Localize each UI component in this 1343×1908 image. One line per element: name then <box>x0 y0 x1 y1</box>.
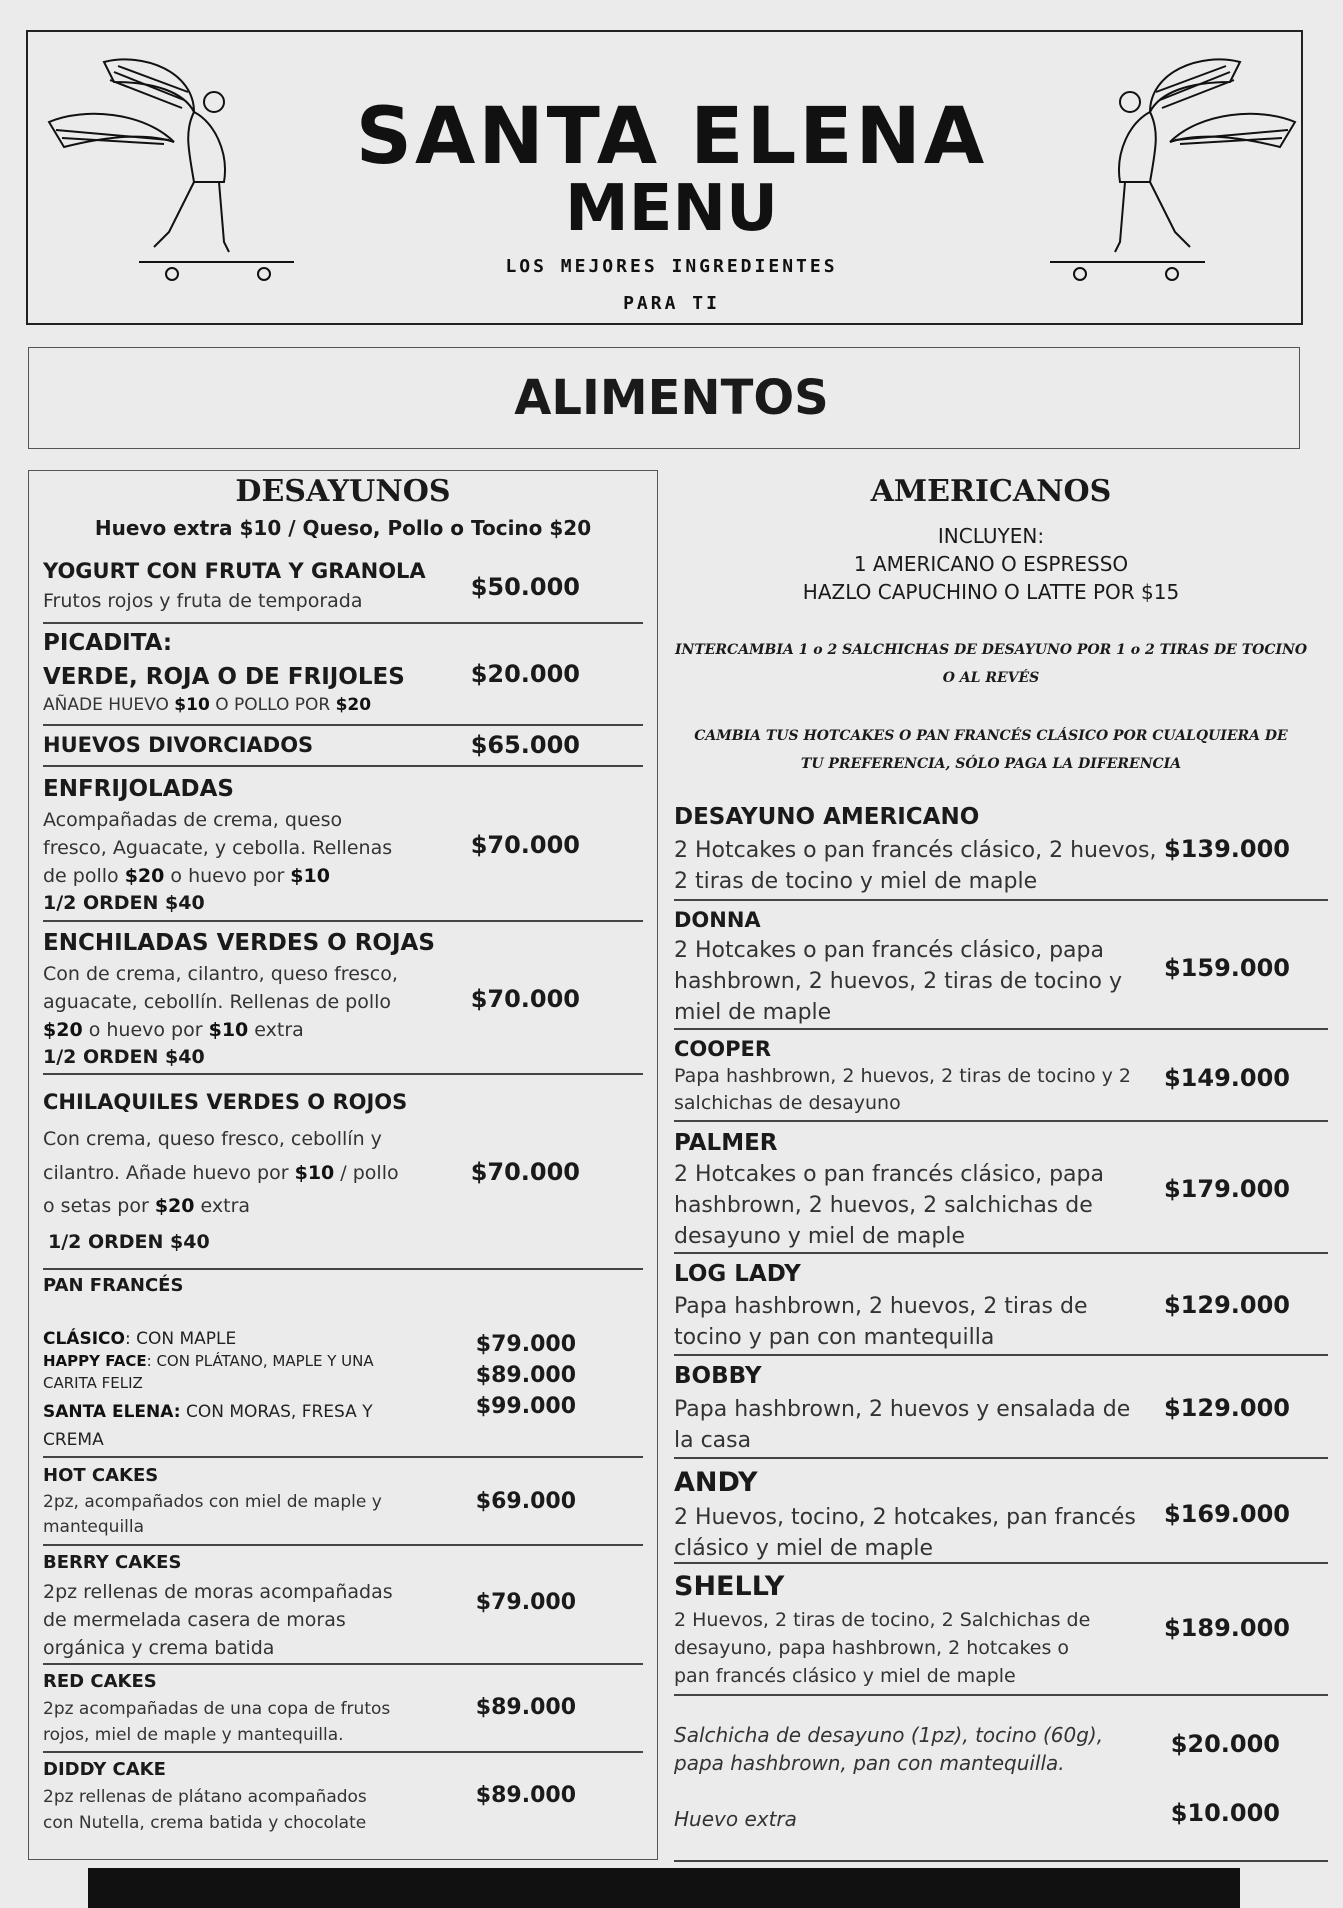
item-name: SHELLY <box>674 1571 785 1602</box>
item-desc: Frutos rojos y fruta de temporada <box>43 590 363 612</box>
divider <box>43 1268 643 1270</box>
footer-bar <box>88 1868 1240 1908</box>
item-name: HOT CAKES <box>43 1465 159 1486</box>
item-desc: Papa hashbrown, 2 huevos, 2 tiras de tocino y 2 <box>674 1065 1132 1087</box>
divider <box>43 920 643 922</box>
divider <box>43 1751 643 1753</box>
item-desc: desayuno, papa hashbrown, 2 hotcakes o <box>674 1637 1070 1659</box>
item-desc: Papa hashbrown, 2 huevos y ensalada de <box>674 1397 1131 1422</box>
item-desc: fresco, Aguacate, y cebolla. Rellenas <box>43 837 393 859</box>
variant: CREMA <box>43 1430 104 1450</box>
item-name: DONNA <box>674 908 761 932</box>
item-desc: aguacate, cebollín. Rellenas de pollo <box>43 991 392 1013</box>
extras-desc: papa hashbrown, pan con mantequilla. <box>674 1751 1065 1775</box>
divider <box>43 724 643 726</box>
item-desc: desayuno y miel de maple <box>674 1224 966 1249</box>
item-desc: pan francés clásico y miel de maple <box>674 1665 1016 1687</box>
includes-label: INCLUYEN: <box>937 524 1045 548</box>
item-desc: Acompañadas de crema, queso <box>43 809 343 831</box>
divider <box>43 622 643 624</box>
item-desc: salchichas de desayuno <box>674 1092 901 1114</box>
item-price: $189.000 <box>1163 1614 1290 1642</box>
item-desc: AÑADE HUEVO $10 O POLLO POR $20 <box>43 695 372 715</box>
item-price: $70.000 <box>470 985 580 1013</box>
divider <box>674 1354 1328 1356</box>
divider <box>43 1544 643 1546</box>
item-price: $79.000 <box>475 1590 576 1615</box>
item-price: $139.000 <box>1163 835 1290 863</box>
swap-note: O AL REVÉS <box>942 670 1040 686</box>
item-name: BOBBY <box>674 1363 762 1389</box>
menu-title: MENU <box>565 172 778 246</box>
item-desc: 2pz, acompañados con miel de maple y <box>43 1492 382 1512</box>
item-name: VERDE, ROJA O DE FRIJOLES <box>43 664 405 690</box>
item-price: $65.000 <box>470 731 580 759</box>
item-name: CHILAQUILES VERDES O ROJOS <box>43 1090 408 1114</box>
item-desc: 2 Huevos, tocino, 2 hotcakes, pan francés <box>674 1505 1136 1530</box>
item-desc: o setas por $20 extra <box>43 1195 251 1217</box>
item-price: $89.000 <box>475 1783 576 1808</box>
item-price: $20.000 <box>470 660 580 688</box>
item-name: BERRY CAKES <box>43 1552 182 1573</box>
half-order: 1/2 ORDEN $40 <box>43 1046 205 1068</box>
item-desc: $20 o huevo por $10 extra <box>43 1019 304 1041</box>
tagline-2: PARA TI <box>623 293 720 314</box>
item-desc: 2 Hotcakes o pan francés clásico, 2 huevos, <box>674 838 1157 863</box>
divider <box>674 1860 1328 1862</box>
item-name: DESAYUNO AMERICANO <box>674 804 980 830</box>
divider <box>674 1120 1328 1122</box>
item-desc: 2 Hotcakes o pan francés clásico, papa <box>674 938 1104 963</box>
item-desc: de mermelada casera de moras <box>43 1609 346 1631</box>
item-desc: de pollo $20 o huevo por $10 <box>43 865 330 887</box>
extra-egg-price: $10.000 <box>1170 1799 1280 1827</box>
divider <box>674 1457 1328 1459</box>
item-price: $70.000 <box>470 1158 580 1186</box>
item-desc: clásico y miel de maple <box>674 1536 934 1561</box>
item-name: DIDDY CAKE <box>43 1759 166 1780</box>
item-desc: rojos, miel de maple y mantequilla. <box>43 1725 344 1745</box>
extra-egg: Huevo extra <box>674 1807 797 1831</box>
item-price: $70.000 <box>470 831 580 859</box>
item-desc: Papa hashbrown, 2 huevos, 2 tiras de <box>674 1294 1088 1319</box>
item-price: $99.000 <box>475 1394 576 1419</box>
change-note: TU PREFERENCIA, SÓLO PAGA LA DIFERENCIA <box>800 756 1182 772</box>
section-title: ALIMENTOS <box>514 370 829 426</box>
item-desc: 2pz rellenas de plátano acompañados <box>43 1787 367 1807</box>
item-desc: 2pz acompañadas de una copa de frutos <box>43 1699 391 1719</box>
divider <box>674 1028 1328 1030</box>
item-price: $129.000 <box>1163 1394 1290 1422</box>
item-desc: cilantro. Añade huevo por $10 / pollo <box>43 1162 399 1184</box>
restaurant-name: SANTA ELENA <box>355 92 988 182</box>
item-price: $169.000 <box>1163 1500 1290 1528</box>
variant: SANTA ELENA: CON MORAS, FRESA Y <box>43 1402 373 1422</box>
item-desc: miel de maple <box>674 1000 832 1025</box>
extras-price: $20.000 <box>1170 1730 1280 1758</box>
item-name: RED CAKES <box>43 1671 157 1692</box>
item-desc: la casa <box>674 1428 752 1453</box>
variant: CARITA FELIZ <box>43 1374 143 1392</box>
item-desc: mantequilla <box>43 1517 145 1537</box>
item-name: PICADITA: <box>43 630 173 656</box>
item-name: PALMER <box>674 1130 778 1156</box>
item-desc: orgánica y crema batida <box>43 1637 275 1659</box>
item-name: ENFRIJOLADAS <box>43 776 234 802</box>
item-price: $50.000 <box>470 573 580 601</box>
item-price: $69.000 <box>475 1489 576 1514</box>
change-note: CAMBIA TUS HOTCAKES O PAN FRANCÉS CLÁSICO POR CUALQUIERA DE <box>694 728 1288 744</box>
divider <box>43 1663 643 1665</box>
americanos-title: AMERICANOS <box>870 474 1112 509</box>
item-desc: Con crema, queso fresco, cebollín y <box>43 1128 382 1150</box>
variant: HAPPY FACE: CON PLÁTANO, MAPLE Y UNA <box>43 1352 374 1370</box>
includes-line: 1 AMERICANO O ESPRESSO <box>853 552 1129 576</box>
item-price: $149.000 <box>1163 1064 1290 1092</box>
item-price: $89.000 <box>475 1363 576 1388</box>
half-order: 1/2 ORDEN $40 <box>43 892 205 914</box>
item-desc: 2 Hotcakes o pan francés clásico, papa <box>674 1162 1104 1187</box>
divider <box>43 1456 643 1458</box>
includes-line: HAZLO CAPUCHINO O LATTE POR $15 <box>802 580 1180 604</box>
swap-note: INTERCAMBIA 1 o 2 SALCHICHAS DE DESAYUNO POR 1 o 2 TIRAS DE TOCINO <box>674 642 1308 658</box>
divider <box>674 1252 1328 1254</box>
item-name: ANDY <box>674 1467 758 1498</box>
divider <box>43 765 643 767</box>
divider <box>674 1562 1328 1564</box>
item-desc: con Nutella, crema batida y chocolate <box>43 1813 367 1833</box>
item-name: LOG LADY <box>674 1261 801 1287</box>
divider <box>43 1073 643 1075</box>
item-desc: Con de crema, cilantro, queso fresco, <box>43 963 398 985</box>
divider <box>674 899 1328 901</box>
item-price: $179.000 <box>1163 1175 1290 1203</box>
item-desc: 2 tiras de tocino y miel de maple <box>674 869 1038 894</box>
item-desc: hashbrown, 2 huevos, 2 salchichas de <box>674 1193 1093 1218</box>
tagline-1: LOS MEJORES INGREDIENTES <box>505 256 838 277</box>
item-name: HUEVOS DIVORCIADOS <box>43 733 314 757</box>
item-price: $129.000 <box>1163 1291 1290 1319</box>
item-price: $159.000 <box>1163 954 1290 982</box>
item-name: COOPER <box>674 1037 772 1061</box>
item-desc: tocino y pan con mantequilla <box>674 1325 995 1350</box>
desayunos-subtitle: Huevo extra $10 / Queso, Pollo o Tocino $20 <box>94 516 592 540</box>
item-price: $89.000 <box>475 1695 576 1720</box>
item-name: PAN FRANCÉS <box>43 1275 184 1296</box>
half-order: 1/2 ORDEN $40 <box>48 1231 210 1253</box>
variant: CLÁSICO: CON MAPLE <box>43 1329 237 1349</box>
item-desc: 2pz rellenas de moras acompañadas <box>43 1581 393 1603</box>
desayunos-title: DESAYUNOS <box>235 474 451 509</box>
item-price: $79.000 <box>475 1332 576 1357</box>
item-name: YOGURT CON FRUTA Y GRANOLA <box>43 559 426 583</box>
divider <box>674 1694 1328 1696</box>
item-desc: 2 Huevos, 2 tiras de tocino, 2 Salchichas de <box>674 1609 1091 1631</box>
item-desc: hashbrown, 2 huevos, 2 tiras de tocino y <box>674 969 1122 994</box>
extras-desc: Salchicha de desayuno (1pz), tocino (60g), <box>674 1723 1104 1747</box>
item-name: ENCHILADAS VERDES O ROJAS <box>43 930 435 956</box>
